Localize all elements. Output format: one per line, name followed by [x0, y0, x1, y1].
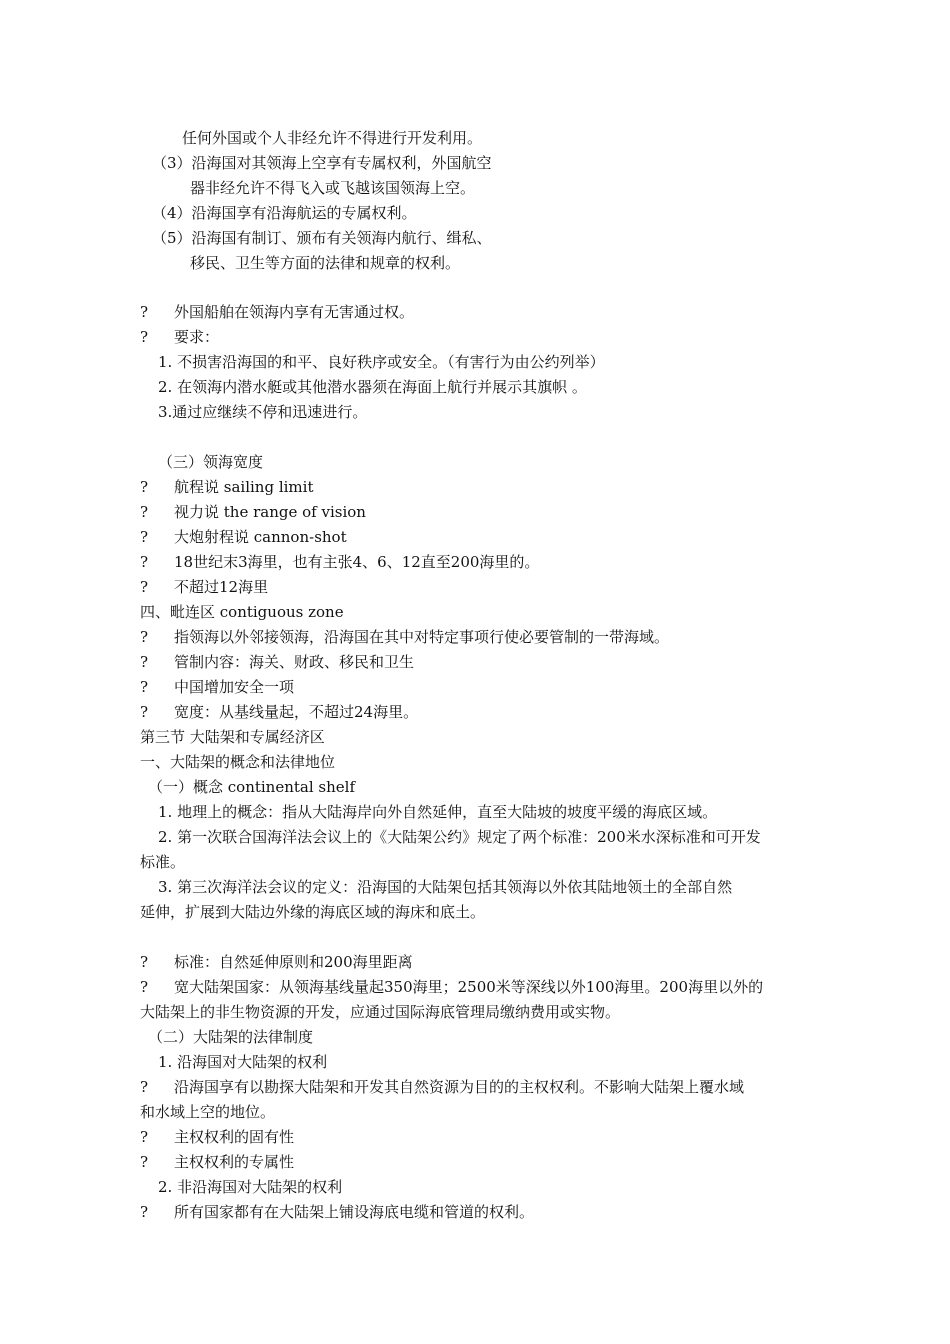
bullet-marker: ?	[140, 1153, 149, 1171]
bullet-marker: ?	[140, 678, 149, 696]
text-line: 移民、卫生等方面的法律和规章的权利。	[190, 254, 461, 272]
bullet-text: 管制内容：海关、财政、移民和卫生	[174, 653, 415, 671]
bullet-marker: ?	[140, 653, 149, 671]
bullet-marker: ?	[140, 528, 149, 546]
text-line: 大陆架上的非生物资源的开发，应通过国际海底管理局缴纳费用或实物。	[140, 1003, 621, 1021]
text-line: （5）沿海国有制订、颁布有关领海内航行、缉私、	[152, 229, 492, 247]
bullet-marker: ?	[140, 578, 149, 596]
text-line: 1. 地理上的概念：指从大陆海岸向外自然延伸，直至大陆坡的坡度平缓的海底区域。	[158, 803, 718, 821]
section-heading: 第三节 大陆架和专属经济区	[140, 728, 325, 746]
text-line: 和水域上空的地位。	[140, 1103, 276, 1121]
text-line: 器非经允许不得飞入或飞越该国领海上空。	[190, 179, 476, 197]
text-line: 延伸，扩展到大陆边外缘的海底区域的海床和底土。	[140, 903, 486, 921]
bullet-text: 18世纪末3海里，也有主张4、6、12直至200海里的。	[174, 553, 540, 571]
bullet-marker: ?	[140, 703, 149, 721]
section-heading: 四、毗连区 contiguous zone	[140, 603, 344, 621]
text-line: （3）沿海国对其领海上空享有专属权利，外国航空	[152, 154, 492, 172]
bullet-marker: ?	[140, 503, 149, 521]
text-line: 3.通过应继续不停和迅速进行。	[158, 403, 368, 421]
text-line: （4）沿海国享有沿海航运的专属权利。	[152, 204, 417, 222]
bullet-text: 中国增加安全一项	[174, 678, 295, 696]
section-heading: 一、大陆架的概念和法律地位	[140, 753, 336, 771]
bullet-text: 航程说 sailing limit	[174, 478, 314, 496]
bullet-marker: ?	[140, 1128, 149, 1146]
bullet-marker: ?	[140, 953, 149, 971]
bullet-text: 宽度：从基线量起，不超过24海里。	[174, 703, 419, 721]
bullet-text: 所有国家都有在大陆架上铺设海底电缆和管道的权利。	[174, 1203, 535, 1221]
bullet-marker: ?	[140, 328, 149, 346]
text-line: 2. 在领海内潜水艇或其他潜水器须在海面上航行并展示其旗帜 。	[158, 378, 587, 396]
text-line: 任何外国或个人非经允许不得进行开发利用。	[182, 129, 483, 147]
bullet-marker: ?	[140, 628, 149, 646]
text-line: 1. 不损害沿海国的和平、良好秩序或安全。（有害行为由公约列举）	[158, 353, 605, 371]
bullet-text: 主权权利的专属性	[174, 1153, 295, 1171]
text-line: 2. 非沿海国对大陆架的权利	[158, 1178, 343, 1196]
bullet-text: 主权权利的固有性	[174, 1128, 295, 1146]
text-line: 3. 第三次海洋法会议的定义：沿海国的大陆架包括其领海以外依其陆地领土的全部自然	[158, 878, 733, 896]
text-line: 1. 沿海国对大陆架的权利	[158, 1053, 328, 1071]
bullet-marker: ?	[140, 553, 149, 571]
text-line: 2. 第一次联合国海洋法会议上的《大陆架公约》规定了两个标准：200米水深标准和可开发	[158, 828, 761, 846]
text-line: 标准。	[140, 853, 186, 871]
bullet-text: 大炮射程说 cannon-shot	[174, 528, 347, 546]
section-heading: （一）概念 continental shelf	[148, 778, 356, 796]
bullet-text: 指领海以外邻接领海，沿海国在其中对特定事项行使必要管制的一带海域。	[174, 628, 670, 646]
bullet-text: 视力说 the range of vision	[174, 503, 366, 521]
bullet-text: 要求：	[174, 328, 220, 346]
bullet-text: 宽大陆架国家：从领海基线量起350海里；2500米等深线以外100海里。200海里以外的	[174, 978, 764, 996]
section-heading: （三）领海宽度	[158, 453, 264, 471]
bullet-marker: ?	[140, 478, 149, 496]
bullet-marker: ?	[140, 1078, 149, 1096]
bullet-marker: ?	[140, 1203, 149, 1221]
bullet-marker: ?	[140, 303, 149, 321]
bullet-text: 不超过12海里	[174, 578, 269, 596]
bullet-text: 标准：自然延伸原则和200海里距离	[174, 953, 413, 971]
bullet-marker: ?	[140, 978, 149, 996]
bullet-text: 外国船舶在领海内享有无害通过权。	[174, 303, 415, 321]
section-heading: （二）大陆架的法律制度	[148, 1028, 314, 1046]
bullet-text: 沿海国享有以勘探大陆架和开发其自然资源为目的的主权权利。不影响大陆架上覆水域	[174, 1078, 745, 1096]
